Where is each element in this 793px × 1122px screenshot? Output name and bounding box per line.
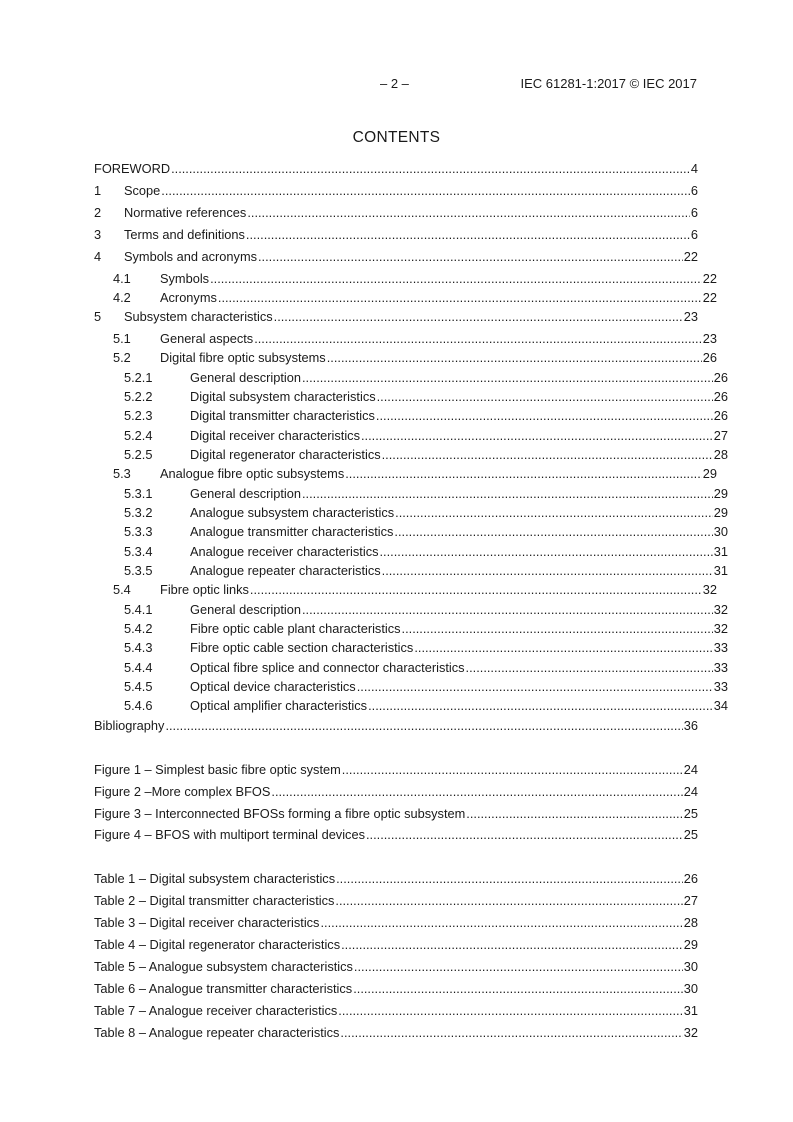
entry-title: Figure 3 – Interconnected BFOSs forming a fibre optic subsystem [94,806,466,821]
entry-title: Optical fibre splice and connector characteristics [190,660,465,675]
dot-leader [335,893,682,908]
contents-entry[interactable] [94,408,728,423]
contents-entry[interactable] [94,309,698,324]
entry-title: Bibliography [94,718,165,733]
entry-title: Table 6 – Analogue transmitter characteristics [94,981,353,996]
entry-title: Digital receiver characteristics [190,428,360,443]
entry-title: Figure 1 – Simplest basic fibre optic system [94,762,341,777]
entry-title: Figure 2 –More complex BFOS [94,784,271,799]
entry-number: 5.3 [113,466,131,481]
entry-page-number: 31 [713,563,728,578]
entry-number: 5.4.4 [124,660,153,675]
entry-title: Optical amplifier characteristics [190,698,368,713]
entry-number: 5.2.4 [124,428,153,443]
contents-entry[interactable] [94,505,728,520]
entry-number: 5.2 [113,350,131,365]
dot-leader [336,871,683,886]
dot-leader [250,582,702,597]
dot-leader [380,544,713,559]
entry-title: Subsystem characteristics [124,309,273,324]
entry-title: Analogue repeater characteristics [190,563,381,578]
entry-title: Digital transmitter characteristics [190,408,375,423]
contents-entry[interactable] [94,331,717,346]
entry-title: Optical device characteristics [190,679,356,694]
entry-title: Digital regenerator characteristics [190,447,381,462]
dot-leader [353,981,683,996]
entry-page-number: 22 [702,271,717,286]
entry-page-number: 26 [683,871,698,886]
entry-title: Table 2 – Digital transmitter characteristics [94,893,335,908]
contents-entry[interactable] [94,621,728,636]
entry-title: Table 4 – Digital regenerator characteristics [94,937,341,952]
entry-title: Normative references [124,205,247,220]
contents-entry[interactable] [94,389,728,404]
page-number: – 2 – [380,76,409,91]
dot-leader [327,350,702,365]
dot-leader [342,762,683,777]
entry-page-number: 6 [690,227,698,242]
entry-page-number: 32 [702,582,717,597]
dot-leader [366,827,683,842]
document-reference: IEC 61281-1:2017 © IEC 2017 [520,76,697,91]
contents-entry[interactable] [94,582,717,597]
entry-page-number: 33 [713,660,728,675]
contents-entry[interactable] [94,370,728,385]
entry-number: 5.4.5 [124,679,153,694]
tables-entry[interactable] [94,937,698,952]
entry-page-number: 6 [690,205,698,220]
dot-leader [361,428,713,443]
entry-title: General aspects [160,331,254,346]
contents-entry[interactable] [94,640,728,655]
dot-leader [302,486,713,501]
entry-title: General description [190,602,301,617]
entry-title: Analogue subsystem characteristics [190,505,395,520]
entry-page-number: 6 [690,183,698,198]
entry-page-number: 33 [713,640,728,655]
dot-leader [271,784,682,799]
contents-entry[interactable] [94,466,717,481]
dot-leader [376,408,713,423]
entry-title: Acronyms [160,290,217,305]
entry-number: 3 [94,227,102,242]
contents-entry[interactable] [94,183,698,198]
entry-page-number: 36 [683,718,698,733]
dot-leader [414,640,712,655]
entry-page-number: 22 [702,290,717,305]
dot-leader [161,183,690,198]
entry-page-number: 24 [683,762,698,777]
entry-page-number: 31 [683,1003,698,1018]
entry-number: 5.2.2 [124,389,153,404]
entry-number: 5.3.5 [124,563,153,578]
dot-leader [377,389,713,404]
entry-page-number: 30 [683,959,698,974]
entry-page-number: 28 [713,447,728,462]
entry-page-number: 30 [683,981,698,996]
entry-page-number: 23 [683,309,698,324]
contents-entry[interactable] [94,271,717,286]
contents-entry[interactable] [94,350,717,365]
figures-entry[interactable] [94,827,698,842]
entry-page-number: 26 [713,408,728,423]
contents-entry[interactable] [94,447,728,462]
figures-entry[interactable] [94,806,698,821]
tables-entry[interactable] [94,959,698,974]
contents-entry[interactable] [94,602,728,617]
dot-leader [165,718,682,733]
dot-leader [394,524,712,539]
dot-leader [345,466,702,481]
entry-number: 5.2.3 [124,408,153,423]
entry-number: 5.2.1 [124,370,153,385]
dot-leader [258,249,683,264]
dot-leader [246,227,690,242]
entry-page-number: 26 [702,350,717,365]
entry-title: Digital fibre optic subsystems [160,350,326,365]
entry-page-number: 23 [702,331,717,346]
entry-page-number: 22 [683,249,698,264]
dot-leader [171,161,690,176]
entry-number: 5.4.3 [124,640,153,655]
entry-number: 5.3.2 [124,505,153,520]
entry-page-number: 27 [713,428,728,443]
tables-entry[interactable] [94,1003,698,1018]
entry-title: FOREWORD [94,161,171,176]
entry-number: 4.1 [113,271,131,286]
entry-title: Table 1 – Digital subsystem characteristics [94,871,336,886]
entry-title: Fibre optic cable section characteristics [190,640,414,655]
entry-title: Table 7 – Analogue receiver characteristics [94,1003,338,1018]
entry-number: 5.1 [113,331,131,346]
entry-page-number: 29 [683,937,698,952]
entry-number: 5.4 [113,582,131,597]
entry-page-number: 4 [690,161,698,176]
entry-title: Fibre optic cable plant characteristics [190,621,401,636]
dot-leader [466,660,713,675]
entry-number: 2 [94,205,102,220]
entry-title: Table 5 – Analogue subsystem characteristics [94,959,353,974]
entry-title: Analogue transmitter characteristics [190,524,394,539]
dot-leader [210,271,702,286]
entry-number: 1 [94,183,102,198]
contents-entry[interactable] [94,718,698,733]
entry-title: General description [190,486,301,501]
dot-leader [320,915,682,930]
figures-entry[interactable] [94,762,698,777]
dot-leader [254,331,702,346]
entry-page-number: 26 [713,370,728,385]
dot-leader [368,698,713,713]
entry-title: Figure 4 – BFOS with multiport terminal devices [94,827,365,842]
dot-leader [218,290,702,305]
figures-entry[interactable] [94,784,698,799]
entry-title: Terms and definitions [124,227,245,242]
dot-leader [274,309,683,324]
dot-leader [247,205,690,220]
entry-page-number: 28 [683,915,698,930]
entry-page-number: 29 [702,466,717,481]
entry-title: Analogue receiver characteristics [190,544,379,559]
dot-leader [466,806,682,821]
contents-entry[interactable] [94,486,728,501]
entry-title: Table 8 – Analogue repeater characteristics [94,1025,340,1040]
entry-title: Symbols [160,271,210,286]
entry-page-number: 34 [713,698,728,713]
entry-page-number: 32 [713,621,728,636]
tables-entry[interactable] [94,915,698,930]
entry-number: 5.3.1 [124,486,153,501]
dot-leader [341,937,683,952]
entry-title: Fibre optic links [160,582,249,597]
entry-number: 5.2.5 [124,447,153,462]
entry-title: Scope [124,183,161,198]
entry-page-number: 24 [683,784,698,799]
contents-entry[interactable] [94,679,728,694]
entry-page-number: 25 [683,806,698,821]
dot-leader [354,959,683,974]
entry-page-number: 29 [713,505,728,520]
dot-leader [357,679,713,694]
entry-page-number: 32 [713,602,728,617]
contents-entry[interactable] [94,524,728,539]
contents-title: CONTENTS [352,129,441,146]
entry-title: Table 3 – Digital receiver characteristics [94,915,320,930]
entry-page-number: 29 [713,486,728,501]
dot-leader [340,1025,682,1040]
entry-number: 4 [94,249,102,264]
entry-page-number: 30 [713,524,728,539]
contents-entry[interactable] [94,698,728,713]
entry-page-number: 32 [683,1025,698,1040]
contents-entry[interactable] [94,544,728,559]
entry-page-number: 33 [713,679,728,694]
entry-number: 4.2 [113,290,131,305]
entry-number: 5.3.3 [124,524,153,539]
dot-leader [338,1003,682,1018]
dot-leader [382,447,713,462]
dot-leader [302,370,713,385]
dot-leader [395,505,713,520]
entry-title: General description [190,370,301,385]
contents-entry[interactable] [94,563,728,578]
entry-title: Analogue fibre optic subsystems [160,466,345,481]
entry-number: 5.4.1 [124,602,153,617]
entry-number: 5.3.4 [124,544,153,559]
dot-leader [382,563,713,578]
contents-entry[interactable] [94,428,728,443]
dot-leader [402,621,713,636]
tables-entry[interactable] [94,893,698,908]
entry-title: Symbols and acronyms [124,249,257,264]
tables-entry[interactable] [94,871,698,886]
entry-page-number: 27 [683,893,698,908]
entry-title: Digital subsystem characteristics [190,389,376,404]
contents-entry[interactable] [94,290,717,305]
contents-entry[interactable] [94,205,698,220]
entry-page-number: 26 [713,389,728,404]
entry-page-number: 31 [713,544,728,559]
contents-entry[interactable] [94,249,698,264]
contents-entry[interactable] [94,227,698,242]
dot-leader [302,602,713,617]
tables-entry[interactable] [94,981,698,996]
contents-entry[interactable] [94,660,728,675]
entry-page-number: 25 [683,827,698,842]
tables-entry[interactable] [94,1025,698,1040]
entry-number: 5.4.6 [124,698,153,713]
entry-number: 5.4.2 [124,621,153,636]
entry-number: 5 [94,309,102,324]
contents-entry[interactable] [94,161,698,176]
